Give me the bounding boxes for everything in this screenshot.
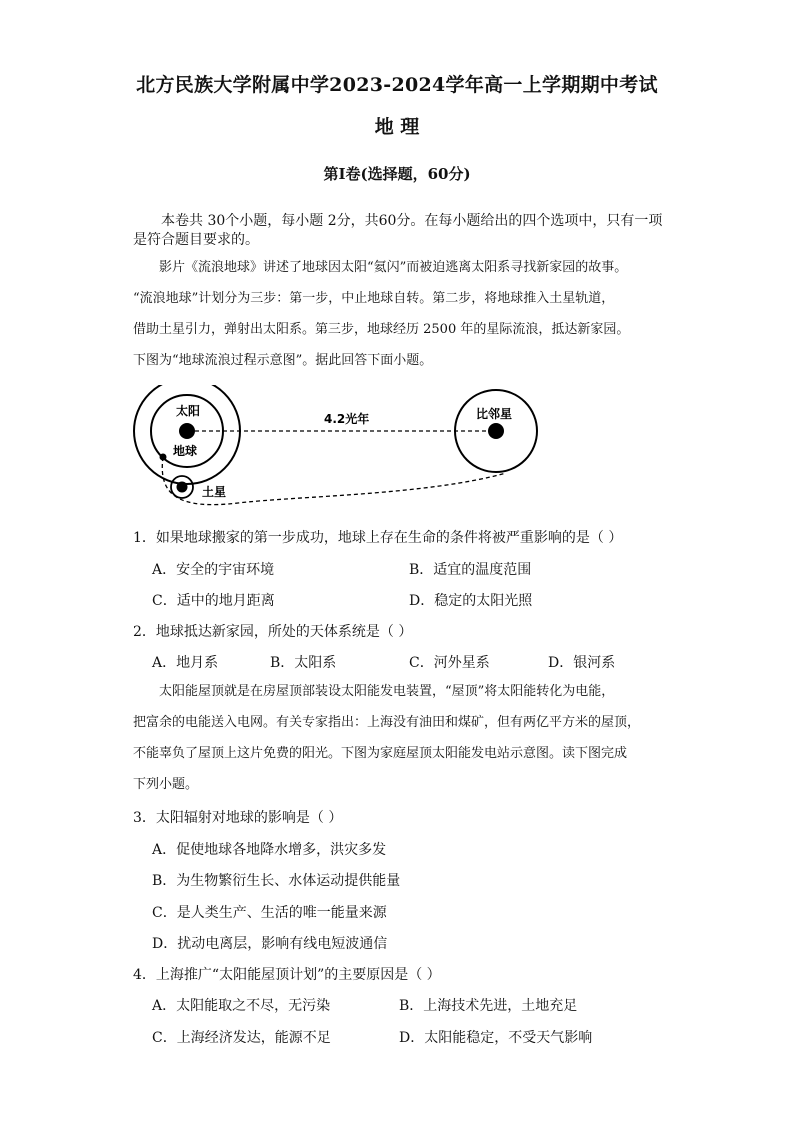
sun-dot bbox=[179, 423, 195, 439]
passage1-line-4: 下图为“地球流浪过程示意图”。据此回答下面小题。 bbox=[133, 353, 433, 368]
q1-option-b[interactable]: B．适宜的温度范围 bbox=[409, 562, 532, 578]
passage2-line-2: 把富余的电能送入电网。有关专家指出：上海没有油田和煤矿，但有两亿平方米的屋顶， bbox=[133, 715, 641, 730]
instructions-line-2: 是符合题目要求的。 bbox=[133, 232, 259, 248]
saturn-label: 土星 bbox=[202, 485, 227, 499]
q3-option-b[interactable]: B．为生物繁衍生长、水体运动提供能量 bbox=[152, 873, 401, 889]
passage2-line-3: 不能辜负了屋顶上这片免费的阳光。下图为家庭屋顶太阳能发电站示意图。读下图完成 bbox=[133, 746, 628, 761]
question-1: 1．如果地球搬家的第一步成功，地球上存在生命的条件将被严重影响的是（ ） bbox=[133, 530, 623, 546]
q3-option-c[interactable]: C．是人类生产、生活的唯一能量来源 bbox=[152, 905, 387, 921]
passage2-line-1: 太阳能屋顶就是在房屋顶部装设太阳能发电装置，“屋顶”将太阳能转化为电能， bbox=[159, 684, 615, 699]
q2-option-b[interactable]: B．太阳系 bbox=[270, 655, 337, 671]
q1-option-c[interactable]: C．适中的地月距离 bbox=[152, 593, 275, 609]
exam-subject: 地 理 bbox=[374, 116, 420, 138]
earth-label: 地球 bbox=[173, 444, 198, 458]
q4-option-a[interactable]: A．太阳能取之不尽，无污染 bbox=[152, 998, 331, 1014]
distance-label: 4.2光年 bbox=[324, 412, 370, 426]
passage2-line-4: 下列小题。 bbox=[133, 777, 199, 792]
question-4: 4．上海推广“太阳能屋顶计划”的主要原因是（ ） bbox=[133, 967, 441, 983]
question-3: 3．太阳辐射对地球的影响是（ ） bbox=[133, 810, 343, 826]
question-2: 2．地球抵达新家园，所处的天体系统是（ ） bbox=[133, 624, 413, 640]
passage1-line-3: 借助土星引力，弹射出太阳系。第三步，地球经历 2500 年的星际流浪，抵达新家园。 bbox=[133, 322, 630, 337]
exam-title: 北方民族大学附属中学2023-2024学年高一上学期期中考试 bbox=[136, 74, 658, 96]
instructions-line-1: 本卷共 30个小题，每小题 2分，共60分。在每小题给出的四个选项中，只有一项 bbox=[161, 213, 663, 229]
q3-option-d[interactable]: D．扰动电离层，影响有线电短波通信 bbox=[152, 936, 388, 952]
passage1-line-2: “流浪地球”计划分为三步：第一步，中止地球自转。第二步，将地球推入土星轨道， bbox=[133, 291, 615, 306]
q1-option-a[interactable]: A．安全的宇宙环境 bbox=[152, 562, 275, 578]
section-heading: 第Ⅰ卷(选择题，60分) bbox=[323, 165, 471, 183]
q3-option-a[interactable]: A．促使地球各地降水增多，洪灾多发 bbox=[152, 842, 387, 858]
q2-option-d[interactable]: D．银河系 bbox=[548, 655, 616, 671]
q4-option-b[interactable]: B．上海技术先进，土地充足 bbox=[399, 998, 578, 1014]
q2-option-c[interactable]: C．河外星系 bbox=[409, 655, 490, 671]
q1-option-d[interactable]: D．稳定的太阳光照 bbox=[409, 593, 533, 609]
q4-option-d[interactable]: D．太阳能稳定，不受天气影响 bbox=[399, 1030, 593, 1046]
saturn-dot bbox=[177, 482, 188, 493]
proxima-label: 比邻星 bbox=[476, 407, 513, 421]
q4-option-c[interactable]: C．上海经济发达，能源不足 bbox=[152, 1030, 331, 1046]
proxima-dot bbox=[488, 423, 504, 439]
q2-option-a[interactable]: A．地月系 bbox=[152, 655, 219, 671]
passage1-line-1: 影片《流浪地球》讲述了地球因太阳“氦闪”而被迫逃离太阳系寻找新家园的故事。 bbox=[159, 260, 628, 275]
earth-wandering-diagram bbox=[128, 385, 548, 510]
sun-label: 太阳 bbox=[176, 404, 201, 418]
